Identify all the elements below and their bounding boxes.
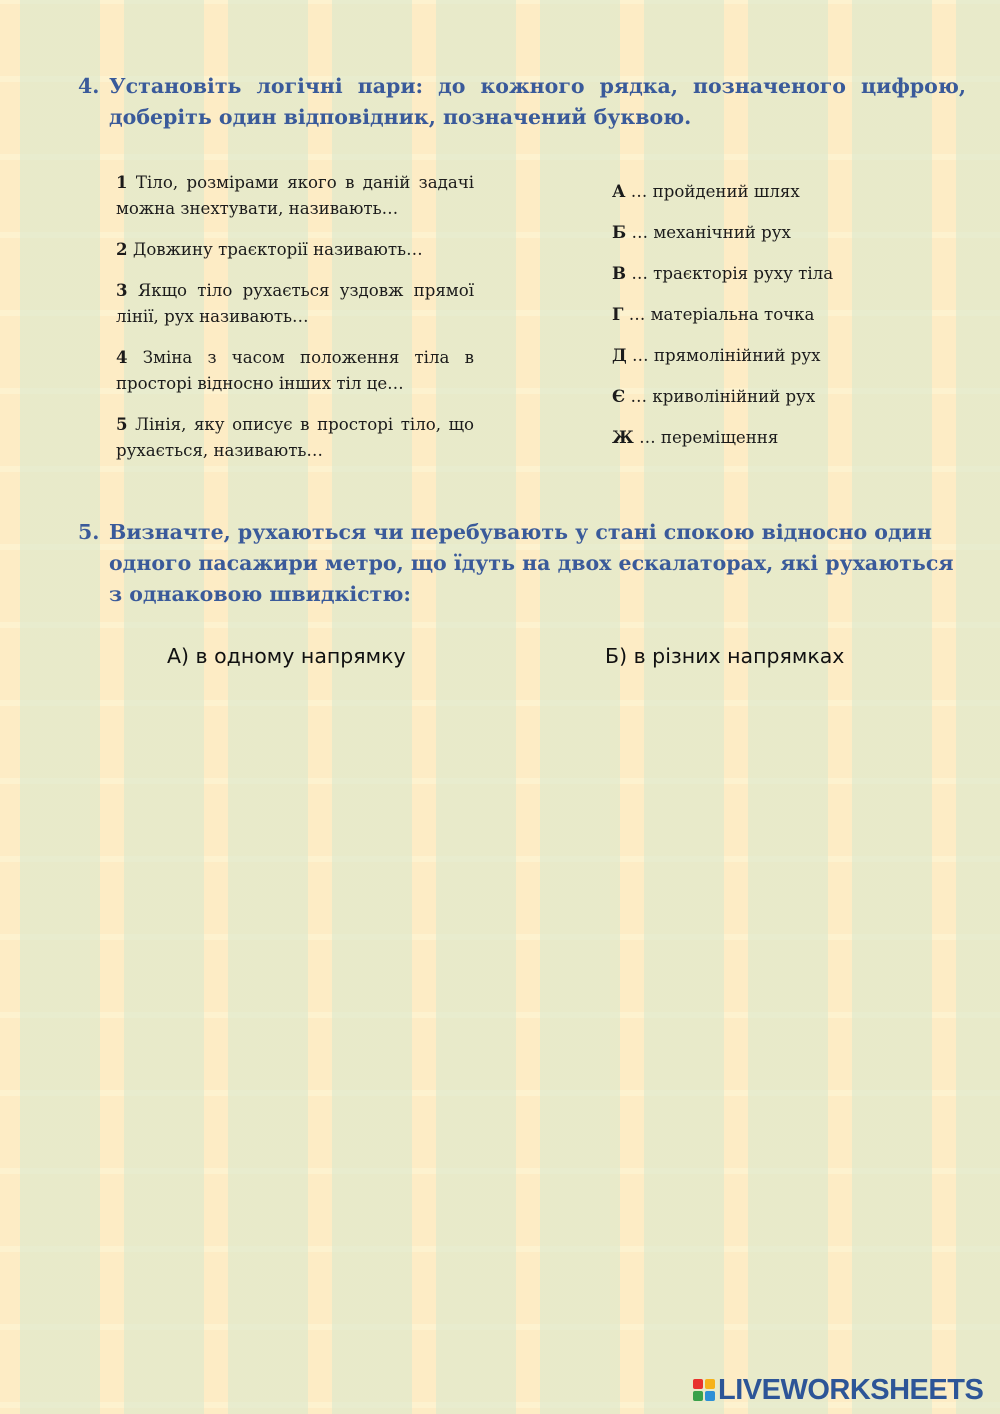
answer-text: … матеріальна точка bbox=[628, 305, 815, 324]
logo-block bbox=[693, 1379, 703, 1389]
statement-item bbox=[116, 236, 474, 263]
answer-text: … прямолінійний рух bbox=[632, 346, 821, 365]
statement-item bbox=[116, 169, 474, 222]
statement-number: 5 bbox=[116, 414, 128, 434]
answer-letter: Г bbox=[612, 304, 624, 324]
statement-text: Лінія, яку описує в просторі тіло, що рухається, називають… bbox=[116, 415, 474, 460]
logo-block bbox=[705, 1391, 715, 1401]
answer-text: … переміщення bbox=[639, 428, 779, 447]
answer-option[interactable] bbox=[612, 301, 932, 328]
logo-brand-text: LIVEWORKSHEETS bbox=[718, 1373, 984, 1406]
logo-block bbox=[705, 1379, 715, 1389]
answer-option[interactable] bbox=[612, 342, 932, 369]
answer-option[interactable] bbox=[612, 219, 932, 246]
answer-text: … криволінійний рух bbox=[630, 387, 816, 406]
statement-item bbox=[116, 411, 474, 464]
option-a-same-direction[interactable]: А) в одному напрямку bbox=[167, 644, 406, 668]
answer-letter: Ж bbox=[612, 427, 634, 447]
statement-item bbox=[116, 277, 474, 330]
statement-text: Якщо тіло рухається уздовж прямої лінії, рух називають… bbox=[116, 281, 474, 326]
question-prompt: Визначте, рухаються чи перебувають у стані спокою відносно один одного пасажири метро, що їдуть на двох ескалаторах, які рухаються з однаковою швидкістю: bbox=[109, 520, 954, 606]
statement-text: Довжину траєкторії називають… bbox=[132, 240, 423, 259]
numbered-statements-list bbox=[116, 169, 474, 478]
statement-item bbox=[116, 344, 474, 397]
statement-text: Тіло, розмірами якого в даній задачі можна знехтувати, називають… bbox=[116, 173, 475, 218]
lettered-answers-list bbox=[612, 178, 932, 465]
statement-number: 1 bbox=[116, 172, 128, 192]
question-5-heading bbox=[78, 517, 966, 610]
answer-letter: Д bbox=[612, 345, 627, 365]
option-b-different-directions[interactable]: Б) в різних напрямках bbox=[605, 644, 845, 668]
answer-letter: Є bbox=[612, 386, 626, 406]
answer-letter: Б bbox=[612, 222, 627, 242]
answer-letter: В bbox=[612, 263, 627, 283]
question-number: 5. bbox=[78, 520, 100, 544]
answer-text: … траєкторія руху тіла bbox=[631, 264, 834, 283]
answer-text: … механічний рух bbox=[631, 223, 791, 242]
statement-number: 4 bbox=[116, 347, 128, 367]
answer-option[interactable] bbox=[612, 260, 932, 287]
logo-block bbox=[693, 1391, 703, 1401]
answer-letter: А bbox=[612, 181, 626, 201]
liveworksheets-logo bbox=[693, 1374, 983, 1406]
answer-option[interactable] bbox=[612, 424, 932, 451]
answer-text: … пройдений шлях bbox=[630, 182, 800, 201]
statement-number: 3 bbox=[116, 280, 128, 300]
question-4-heading bbox=[78, 71, 966, 133]
logo-blocks-icon bbox=[693, 1379, 715, 1401]
answer-option[interactable] bbox=[612, 178, 932, 205]
statement-text: Зміна з часом положення тіла в просторі відносно інших тіл це… bbox=[116, 348, 474, 393]
answer-option[interactable] bbox=[612, 383, 932, 410]
question-prompt: Установіть логічні пари: до кожного рядка, позначеного цифрою, доберіть один відповідник, позначений буквою. bbox=[109, 74, 966, 129]
question-number: 4. bbox=[78, 74, 100, 98]
statement-number: 2 bbox=[116, 239, 128, 259]
